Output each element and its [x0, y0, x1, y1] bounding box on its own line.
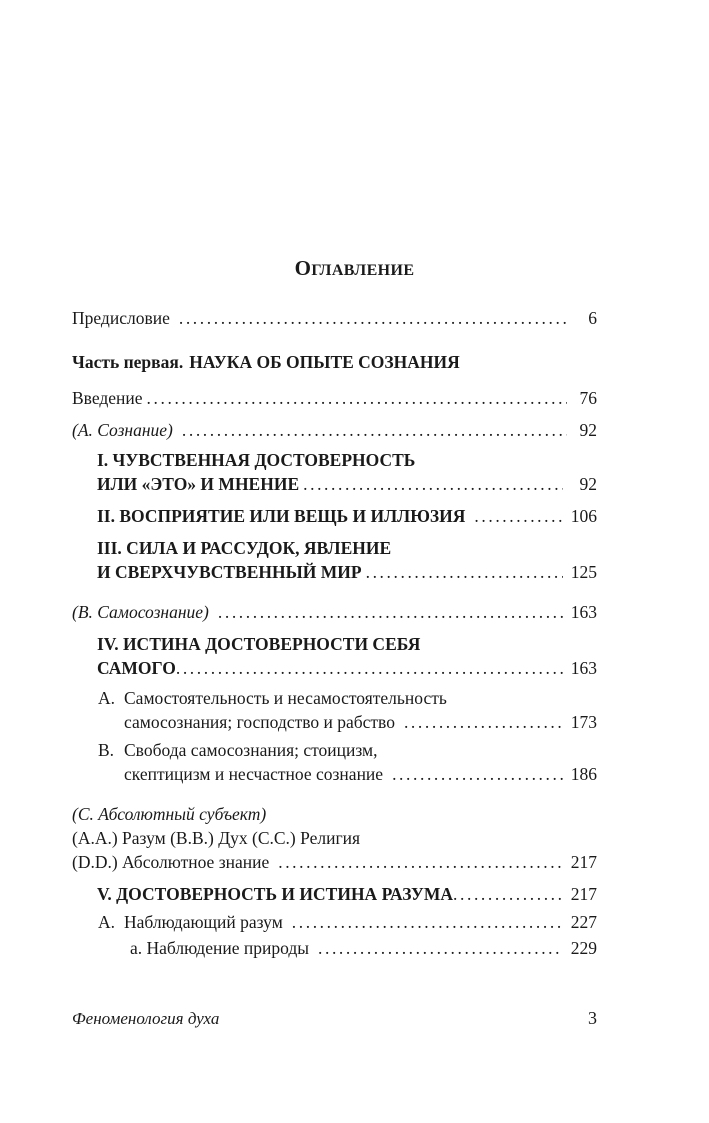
toc-entry-line: [97, 882, 597, 906]
toc-entry-label: Предисловие: [72, 308, 170, 328]
toc-entry-page: 125: [570, 562, 597, 582]
toc-entry-label-line1: I. ЧУВСТВЕННАЯ ДОСТОВЕРНОСТЬ: [97, 450, 416, 470]
toc-entry-label-line1: II. ВОСПРИЯТИЕ ИЛИ ВЕЩЬ И ИЛЛЮЗИЯ: [97, 506, 466, 526]
toc-entry-line: [124, 710, 597, 734]
dot-leader: [292, 910, 563, 934]
toc-entry-marker: A.: [98, 688, 116, 708]
toc-entry-page: 227: [570, 912, 597, 932]
page-number: 3: [588, 1008, 597, 1028]
toc-entry-page: 92: [579, 474, 597, 494]
dot-leader: [182, 418, 567, 442]
toc-entry-chapter-5[interactable]: [97, 882, 597, 906]
dot-leader: [474, 504, 563, 528]
toc-part-title: НАУКА ОБ ОПЫТЕ СОЗНАНИЯ: [189, 352, 460, 372]
toc-entry-line: [72, 826, 597, 850]
toc-entry-page: 173: [570, 712, 597, 732]
toc-entry-line: [72, 802, 597, 826]
toc-entry-chapter-4[interactable]: [97, 632, 597, 680]
toc-entry-chapter-5-sub-a-a[interactable]: [130, 936, 597, 960]
toc-entry-label-line1: V. ДОСТОВЕРНОСТЬ И ИСТИНА РАЗУМА: [97, 884, 454, 904]
toc-entry-page: 217: [570, 852, 597, 872]
toc-entry-page: 163: [570, 658, 597, 678]
toc-entry-label-line2: И СВЕРХЧУВСТВЕННЫЙ МИР: [97, 562, 362, 582]
toc-entry-page: 92: [579, 420, 597, 440]
toc-entry-label: (A. Сознание): [72, 420, 173, 440]
toc-entry-line: [97, 472, 597, 496]
dot-leader: [176, 656, 563, 680]
toc-entry-label-line1: Свобода самосознания; стоицизм,: [124, 740, 378, 760]
toc-entry-page: 6: [588, 308, 597, 328]
toc-entry-marker: B.: [98, 740, 115, 760]
toc-entry-label-line1: IV. ИСТИНА ДОСТОВЕРНОСТИ СЕБЯ: [97, 634, 421, 654]
toc-entry-label-line3: (D.D.) Абсолютное знание: [72, 852, 270, 872]
toc-entry-page: 76: [579, 388, 597, 408]
toc-entry-marker: A.: [98, 912, 116, 932]
toc-entry-introduction[interactable]: [72, 386, 597, 410]
dot-leader: [404, 710, 563, 734]
dot-leader: [278, 850, 563, 874]
toc-entry-body: [124, 910, 597, 934]
dot-leader: [366, 560, 563, 584]
toc-entry-page: 106: [570, 506, 597, 526]
dot-leader: [303, 472, 563, 496]
toc-entry-page: 163: [570, 602, 597, 622]
toc-entry-label-line2: скептицизм и несчастное сознание: [124, 764, 384, 784]
toc-entry-chapter-1[interactable]: [97, 448, 597, 496]
toc-entry-section-c[interactable]: [72, 802, 597, 874]
toc-entry-chapter-3[interactable]: [97, 536, 597, 584]
page-footer: [72, 1008, 597, 1029]
toc-entry-section-b[interactable]: [72, 600, 597, 624]
toc-entry-line: [97, 536, 597, 560]
toc-part-heading-one: [72, 350, 597, 374]
toc-entry-body: [124, 686, 597, 734]
table-of-contents: [72, 306, 597, 960]
toc-entry-line: [72, 850, 597, 874]
toc-entry-chapter-5-sub-a[interactable]: [98, 910, 597, 934]
toc-part-prefix: Часть первая.: [72, 352, 184, 372]
page-title-initial: О: [294, 256, 312, 280]
toc-entry-label: (B. Самосознание): [72, 602, 209, 622]
dot-leader: [147, 386, 567, 410]
toc-entry-preface[interactable]: [72, 306, 597, 330]
toc-entry-line: [97, 656, 597, 680]
toc-entry-line: [124, 762, 597, 786]
toc-entry-chapter-4-sub-b[interactable]: [98, 738, 597, 786]
toc-entry-chapter-4-sub-a[interactable]: [98, 686, 597, 734]
toc-entry-line: [124, 738, 597, 762]
toc-entry-line: [97, 560, 597, 584]
toc-entry-label-line2: (A.A.) Разум (B.B.) Дух (C.C.) Религия: [72, 828, 361, 848]
toc-entry-label: Наблюдающий разум: [124, 912, 283, 932]
toc-entry-line: [124, 686, 597, 710]
dot-leader: [453, 882, 563, 906]
toc-entry-line: [97, 504, 597, 528]
toc-entry-page: 229: [570, 938, 597, 958]
dot-leader: [318, 936, 563, 960]
toc-entry-label-line1: (C. Абсолютный субъект): [72, 804, 267, 824]
toc-entry-page: 217: [570, 884, 597, 904]
toc-entry-label-line1: III. СИЛА И РАССУДОК, ЯВЛЕНИЕ: [97, 538, 392, 558]
toc-entry-label-line2: САМОГО: [97, 658, 176, 678]
toc-entry-line: [97, 632, 597, 656]
toc-entry-line: [124, 910, 597, 934]
page-title: [0, 258, 709, 280]
toc-entry-page: 186: [570, 764, 597, 784]
running-head: Феноменология духа: [72, 1009, 220, 1028]
toc-entry-chapter-2[interactable]: [97, 504, 597, 528]
toc-entry-line: [97, 448, 597, 472]
toc-entry-label-line1: Самостоятельность и несамостоятельность: [124, 688, 447, 708]
toc-entry-body: [124, 738, 597, 786]
dot-leader: [179, 306, 567, 330]
toc-entry-label-line2: ИЛИ «ЭТО» И МНЕНИЕ: [97, 474, 300, 494]
toc-entry-label-line2: самосознания; господство и рабство: [124, 712, 395, 732]
page-title-remainder: ГЛАВЛЕНИЕ: [311, 262, 415, 279]
toc-entry-label: Введение: [72, 388, 143, 408]
dot-leader: [392, 762, 563, 786]
dot-leader: [218, 600, 567, 624]
toc-entry-label: a. Наблюдение природы: [130, 938, 309, 958]
toc-entry-section-a[interactable]: [72, 418, 597, 442]
